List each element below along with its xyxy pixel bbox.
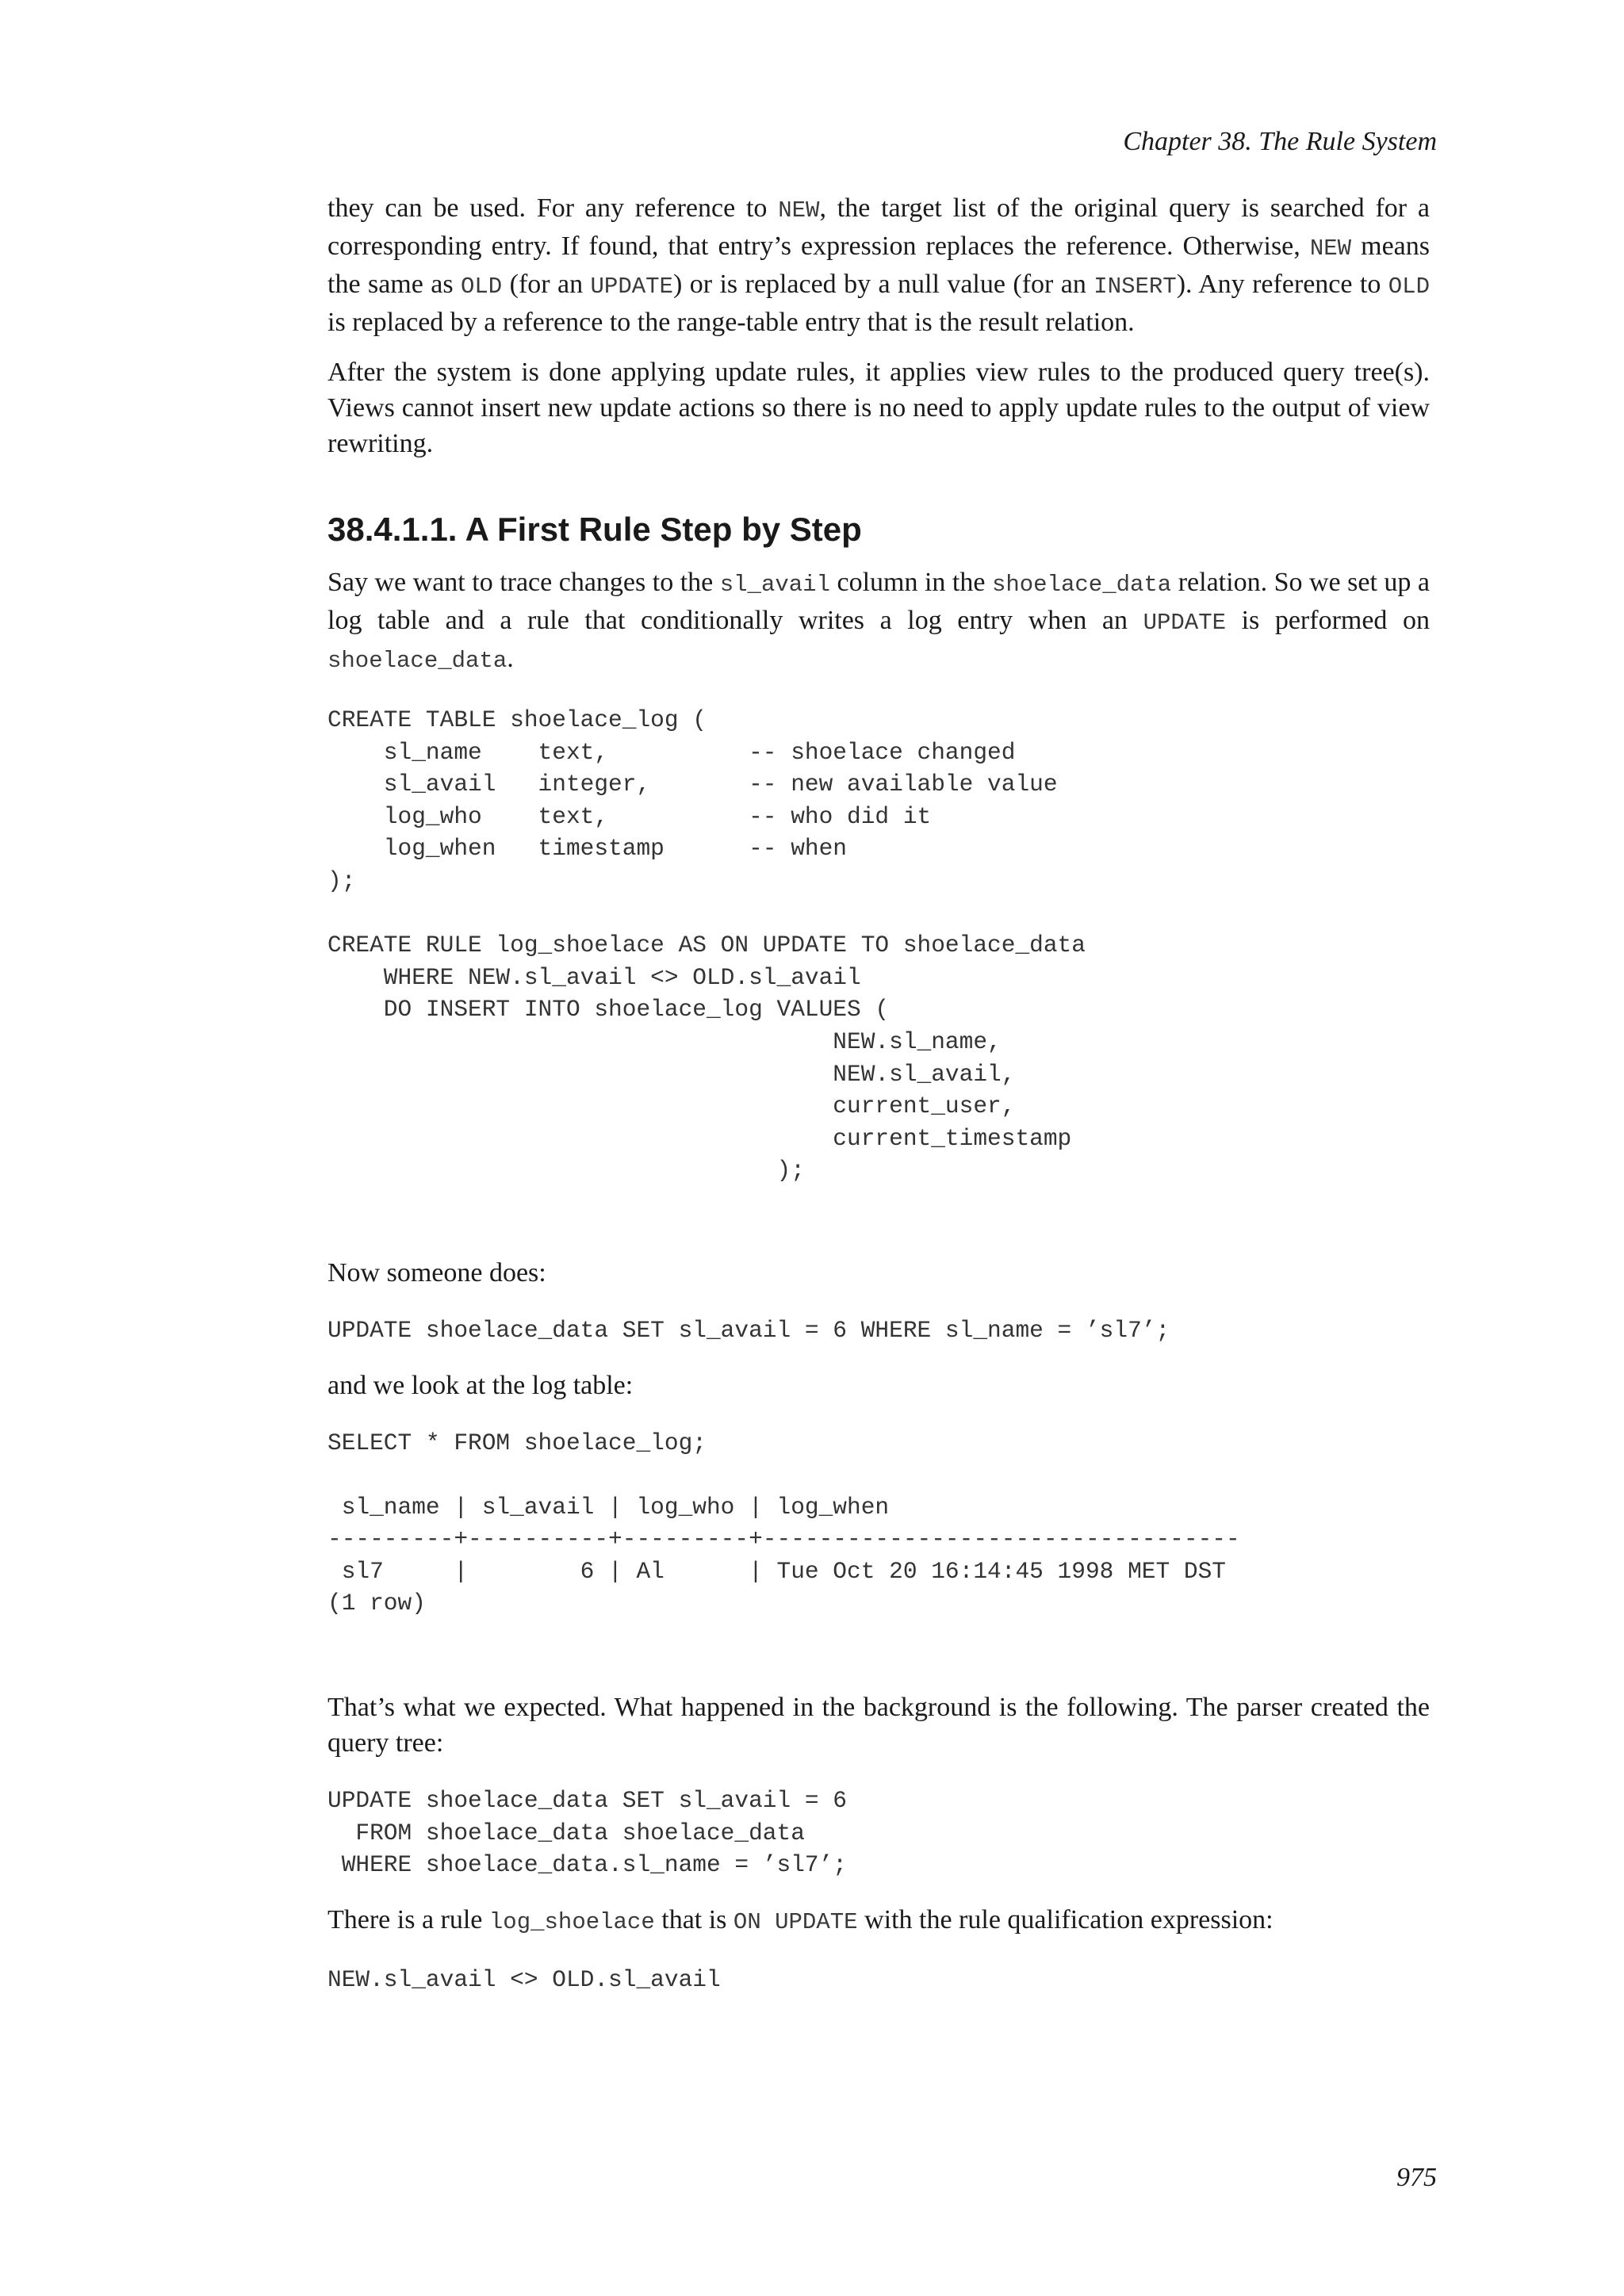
code-block-select-result: SELECT * FROM shoelace_log; sl_name | sl_avail | log_who | log_when ---------+----------+---------+---------------------------------- sl7 | 6 | Al | Tue Oct 20 16:14:45 1998 MET DST (1 row) xyxy=(327,1429,1240,1617)
code-block-create-table-rule: CREATE TABLE shoelace_log ( sl_name text, -- shoelace changed sl_avail integer, -- new available value log_who text, -- who did it log_when timestamp -- when ); CREATE RULE log_shoelace AS ON UPDATE TO shoelace_data WHERE NEW.sl_avail <> OLD.sl_avail DO INSERT INTO shoelace_log VALUES ( NEW.sl_name, NEW.sl_avail, current_user, current_timestamp ); xyxy=(327,706,1086,1184)
inline-code: NEW xyxy=(1309,235,1352,262)
inline-code: shoelace_data xyxy=(991,572,1172,598)
paragraph-trace-changes: Say we want to trace changes to the sl_avail column in the shoelace_data relation. So we set up a log table and a rule that conditionally writes a log entry when an UPDATE is performed on shoelace_data. xyxy=(327,568,1430,674)
running-head: Chapter 38. The Rule System xyxy=(1123,127,1437,156)
inline-code: log_shoelace xyxy=(488,1908,655,1935)
inline-code: NEW xyxy=(778,197,820,224)
code-block-update: UPDATE shoelace_data SET sl_avail = 6 WHERE sl_name = ’sl7’; xyxy=(327,1316,1170,1344)
paragraph-rule-qualification: There is a rule log_shoelace that is ON UPDATE with the rule qualification expression: xyxy=(327,1904,1274,1935)
paragraph-log-table: and we look at the log table: xyxy=(327,1370,634,1400)
inline-code: ON UPDATE xyxy=(733,1908,858,1935)
inline-code: INSERT xyxy=(1094,274,1177,300)
paragraph-new-old-references: they can be used. For any reference to NEW, the target list of the original query is searched for a corresponding entry. If found, that entry’s expression replaces the reference. Otherwise, NEW means the same as OLD (for an UPDATE) or is replaced by a null value (for an INSERT). Any reference to OLD is replaced by a reference to the range-table entry that is the result relation. xyxy=(327,193,1430,337)
section-heading: 38.4.1.1. A First Rule Step by Step xyxy=(327,511,862,548)
inline-code: UPDATE xyxy=(1143,610,1227,636)
code-block-query-tree: UPDATE shoelace_data SET sl_avail = 6 FROM shoelace_data shoelace_data WHERE shoelace_data.sl_name = ’sl7’; xyxy=(327,1787,848,1879)
paragraph-view-rules: After the system is done applying update rules, it applies view rules to the produced query tree(s). Views cannot insert new update actions so there is no need to apply update rules to the output of view rewriting. xyxy=(327,358,1430,458)
inline-code: shoelace_data xyxy=(327,648,508,674)
inline-code: OLD xyxy=(460,274,503,300)
inline-code: sl_avail xyxy=(719,572,830,598)
paragraph-someone-does: Now someone does: xyxy=(327,1257,546,1288)
paragraph-expected: That’s what we expected. What happened in the background is the following. The parser created the query tree: xyxy=(327,1693,1430,1758)
inline-code: UPDATE xyxy=(590,274,673,300)
code-block-qualification: NEW.sl_avail <> OLD.sl_avail xyxy=(327,1965,721,1993)
inline-code: OLD xyxy=(1388,274,1430,300)
page-content xyxy=(327,190,1430,1996)
page-number: 975 xyxy=(1396,2163,1437,2192)
